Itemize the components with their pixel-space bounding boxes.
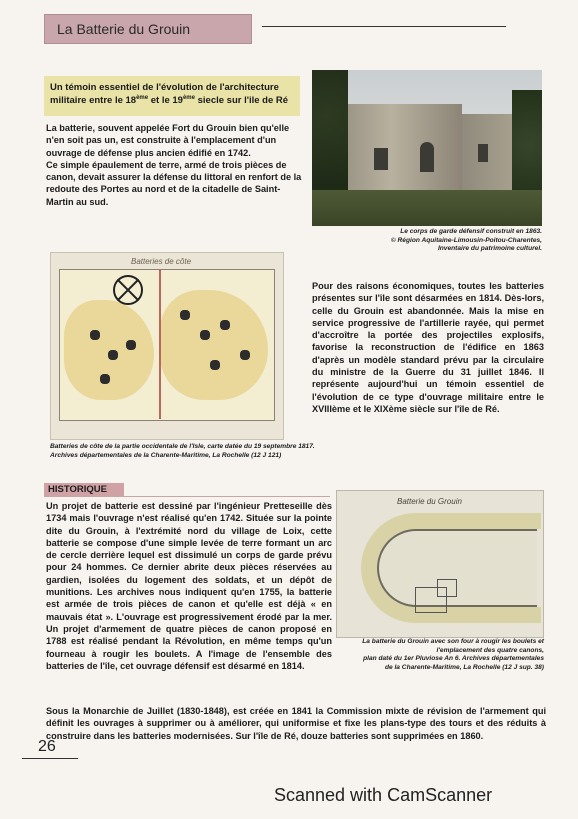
page-number-rule [22,758,78,759]
compass-rose-icon [113,275,143,305]
battery-marker [200,330,210,340]
building-shape [462,114,518,192]
battery-marker [108,350,118,360]
building-door [420,142,434,172]
scanner-watermark: Scanned with CamScanner [274,785,493,805]
plan-batterie-grouin: Batterie du Grouin [336,490,544,638]
battery-marker [100,374,110,384]
battery-marker [180,310,190,320]
map-batteries-1817: Batteries de côte [50,252,284,440]
photo-caption: Le corps de garde défensif construit en 1863. © Région Aquitaine-Limousin-Poitou-Charentes, Inventaire du patrimoine culturel. [390,228,542,253]
intro-headline-box [44,76,300,116]
battery-marker [126,340,136,350]
battery-marker [210,360,220,370]
page-number: 26 [38,738,56,755]
corps-de-garde-photo [312,70,542,226]
intro-paragraph: La batterie, souvent appelée Fort du Grouin bien qu'elle n'en soit pas un, est construite à l'emplacement d'un ouvrage de défense plus ancien édifié en 1742. Ce simple épaulement de terre, armé de trois pièces de canon, devait assurer la défense du littoral en renfort de la redoute des Portes au nord et de la citadelle de Saint-Martin au sud. [46,123,302,207]
map-frame [59,269,275,421]
grass-shape [312,190,542,226]
map1-caption: Batteries de côte de la partie occidentale de l'Isle, carte datée du 19 septembre 1817. Archives départementales de la Charente-Maritime, La Rochelle (12 J 121) [50,443,315,459]
furnace-plan [437,579,457,597]
map-divider-line [159,269,161,419]
building-shape [344,104,462,192]
reconstruction-paragraph: Pour des raisons économiques, toutes les batteries présentes sur l'île sont désarmées en 1814. Dès-lors, celle du Grouin est abandonnée. Mais la mise en service progressive de l'artillerie rayée, qui permet d'accroître la portée des projectiles explosifs, favorise la reconstruction de l'édifice en 1863 d'après un modèle standard prévu par la circulaire du ministre de la Guerre du 31 juillet 1846. Il représente aujourd'hui un témoin essentiel de l'évolution de ce type d'ouvrage militaire entre le XVIIIème et le XIXème siècle sur l'île de Ré. [312,281,544,414]
monarchie-paragraph: Sous la Monarchie de Juillet (1830-1848), est créée en 1841 la Commission mixte de révision de l'armement qui définit les ouvrages à supprimer ou à améliorer, qui uniformise et fixe les plans-type des tours et des réduits à construire dans les batteries modernisées. Sur l'île de Ré, douze batteries sont supprimées en 1860. [46,706,546,741]
section-header [44,14,252,44]
historique-paragraph: Un projet de batterie est dessiné par l'ingénieur Pretteseille dès 1734 mais l'ouvrage n'est réalisé qu'en 1742. Située sur la pointe dite du Grouin, à l'extrémité nord du village de Loix, cette batterie se compose d'une simple levée de terre formant un arc de cercle derrière lequel est dissimulé un corps de garde prévu pour 24 hommes. Ce dernier abrite deux pièces réservées au gardien, isolées du logement des soldats, et un dépôt de munitions. Les archives nous indiquent qu'en 1755, la batterie est armée de trois pièces de canon et qu'elle est déjà « en mauvais état ». L'ouvrage est progressivement érodé par la mer. Un projet d'armement de quatre pièces de canon proposé en 1788 est réalisé pendant la Révolution, en même temps qu'un fourneau à rougir les boulets. A l'image de l'ensemble des batteries de l'île, cet ouvrage défensif est désarmé en 1814. [46,501,332,671]
page-title: La Batterie du Grouin [57,21,191,37]
historique-rule [44,496,330,497]
battery-marker [240,350,250,360]
map2-caption: La batterie du Grouin avec son four à rougir les boulets et l'emplacement des quatre canons, plan daté du 1er Pluviose An 6. Archives départementales de la Charente-Maritime, La Rochelle (12 J sup. 38) [362,638,544,671]
battery-marker [90,330,100,340]
land-shape [160,290,268,400]
building-window [374,148,388,170]
intro-headline: Un témoin essentiel de l'évolution de l'architecture militaire entre le 18ème et le 19ème siecle sur l'ile de Ré [50,82,289,106]
battery-marker [220,320,230,330]
earthwork-inner-arc [377,529,537,607]
building-window [478,144,488,162]
header-rule [262,26,506,27]
historique-label: HISTORIQUE [44,483,124,496]
